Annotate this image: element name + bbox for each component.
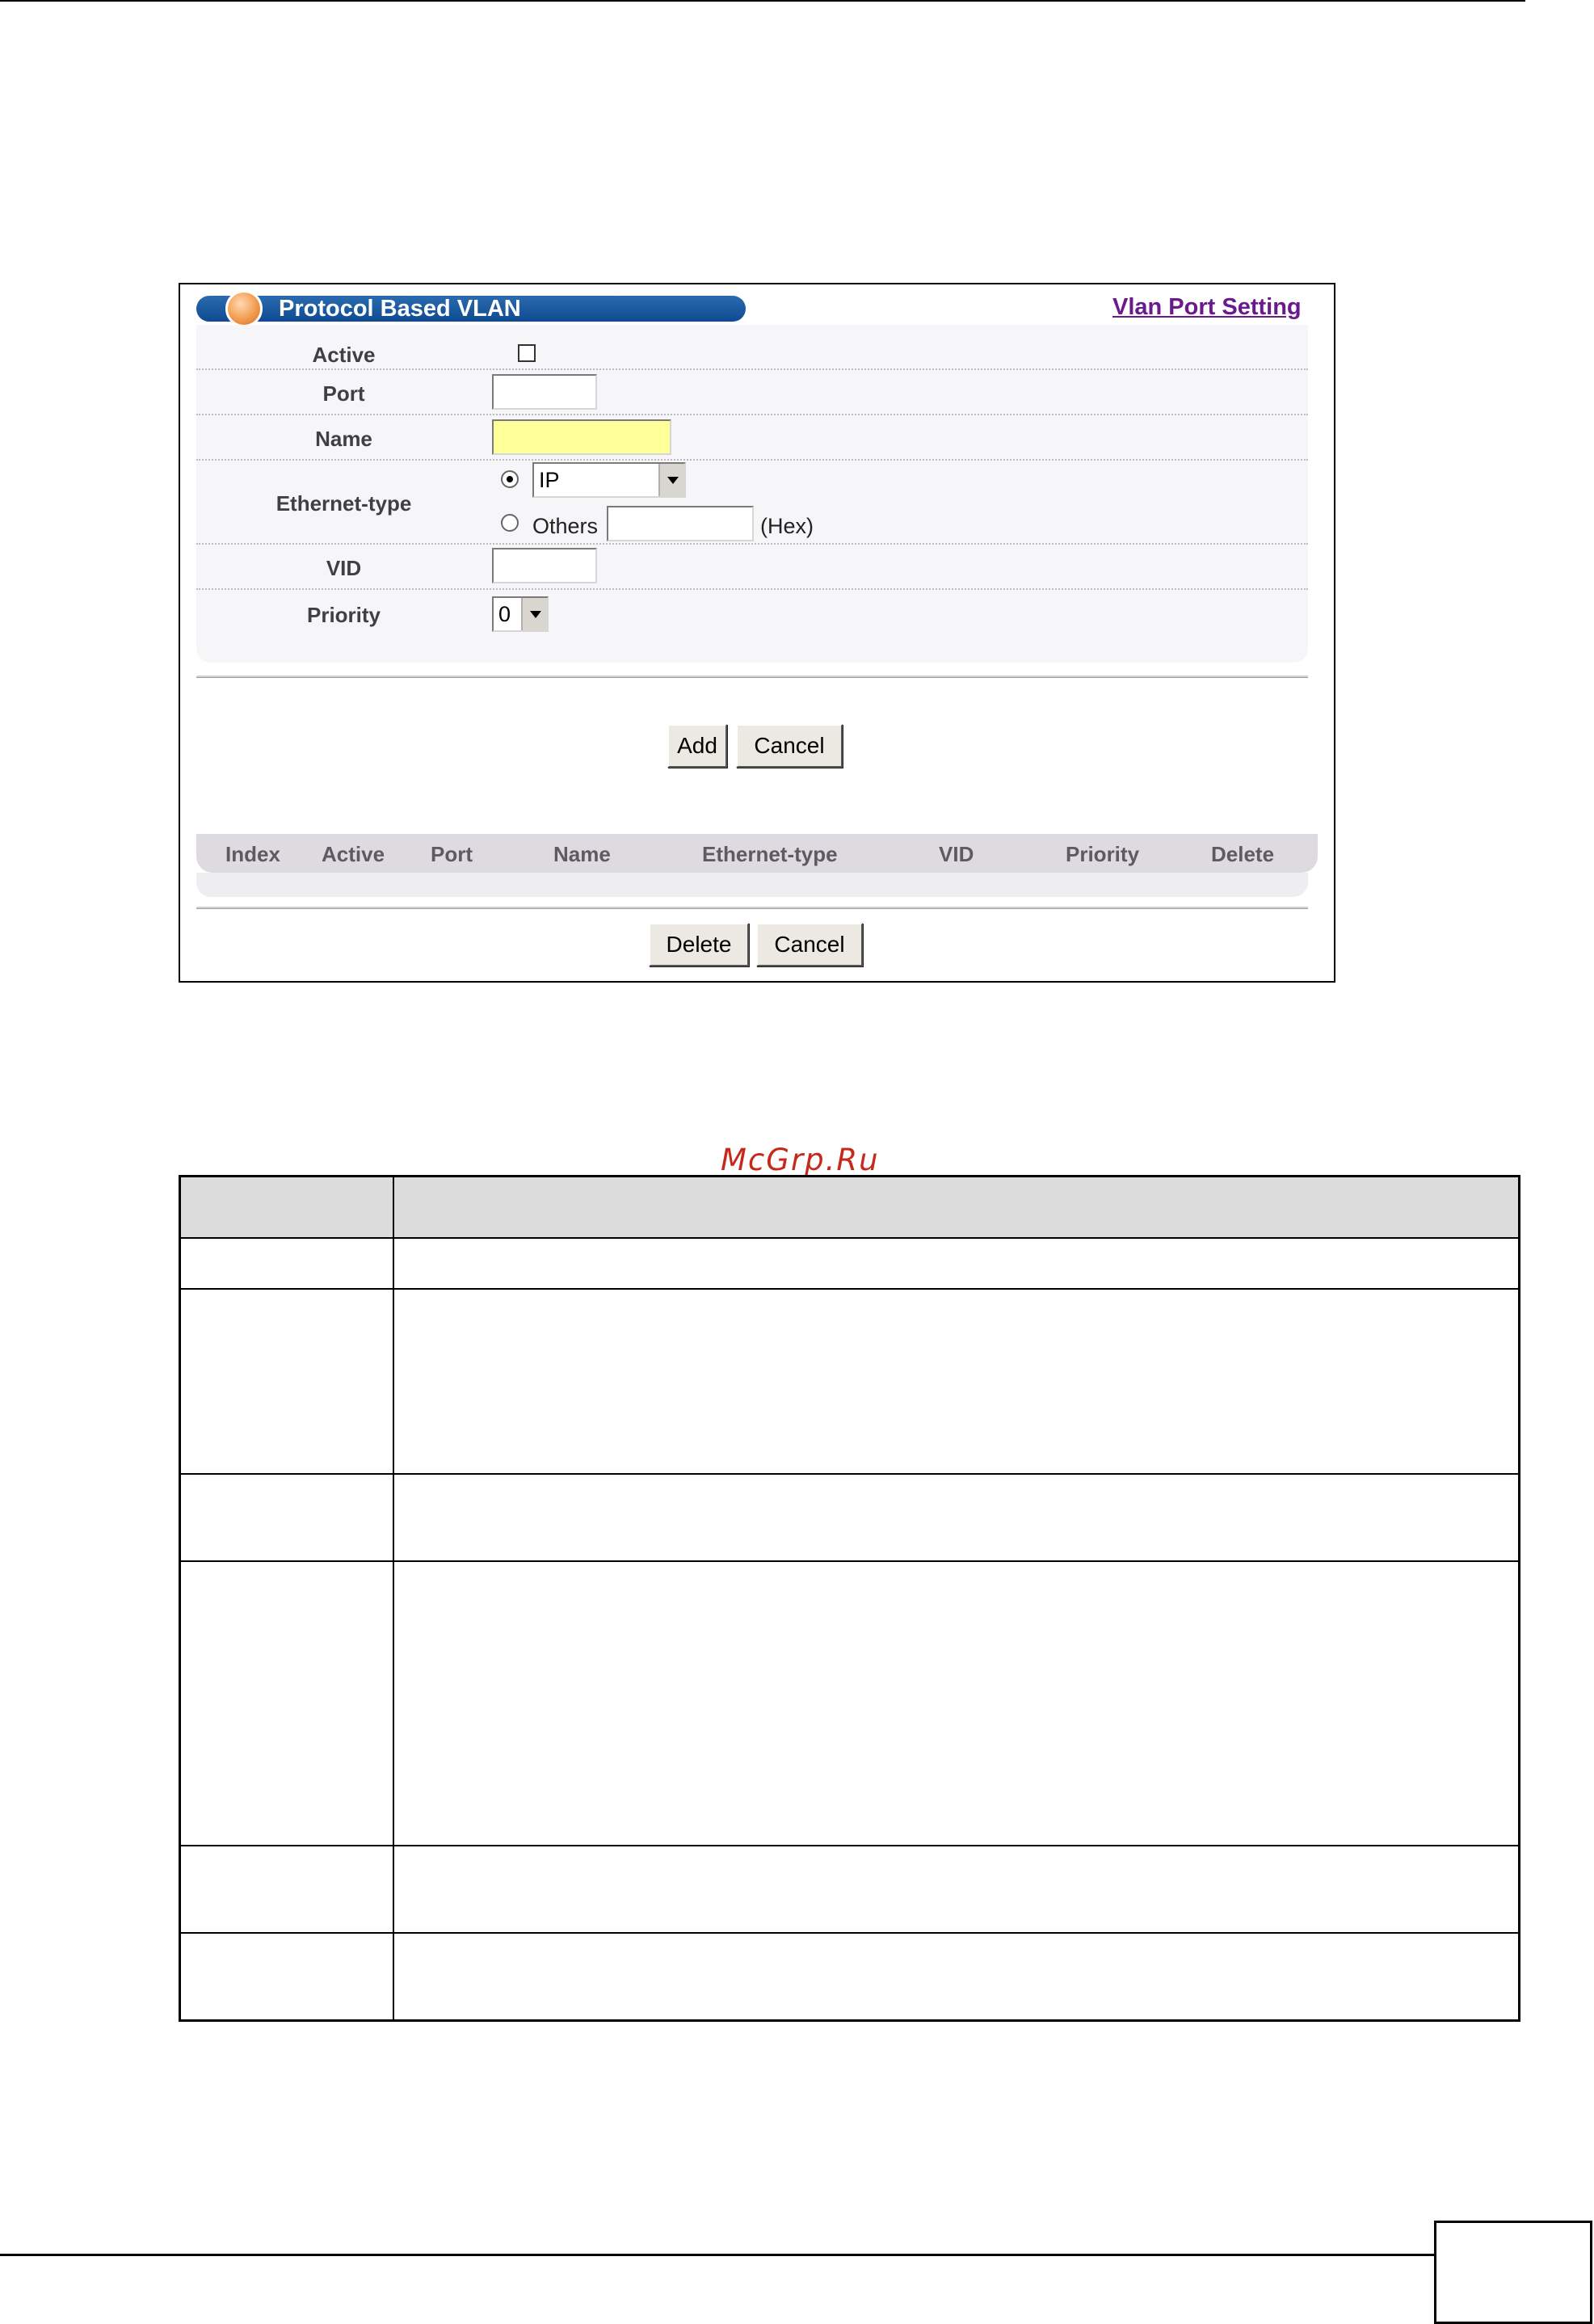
col-active: Active	[322, 842, 385, 866]
table-row	[181, 1846, 1518, 1934]
port-input[interactable]	[492, 374, 597, 410]
delete-button[interactable]: Delete	[649, 923, 749, 966]
priority-select-value: 0	[498, 602, 511, 626]
ethertype-select[interactable]	[532, 462, 686, 498]
chevron-down-icon	[658, 464, 684, 496]
table-header-row	[181, 1177, 1518, 1239]
vid-input[interactable]	[492, 548, 597, 583]
col-index: Index	[225, 842, 280, 866]
table-cell	[181, 1562, 394, 1845]
ethertype-others-radio[interactable]	[501, 514, 519, 532]
hex-hint: (Hex)	[760, 514, 814, 538]
table-row	[181, 1562, 1518, 1846]
row-port	[196, 370, 1308, 415]
table-row	[181, 1475, 1518, 1562]
orb-icon	[225, 290, 263, 327]
table-cell	[181, 1177, 394, 1237]
col-name: Name	[553, 842, 611, 866]
page-title-bar	[196, 296, 746, 322]
ethertype-ip-radio[interactable]	[501, 470, 519, 488]
divider	[196, 907, 1308, 909]
page-title: Protocol Based VLAN	[279, 296, 521, 322]
active-checkbox[interactable]	[518, 344, 536, 362]
protocol-vlan-screen	[179, 283, 1335, 983]
row-priority	[196, 590, 1308, 635]
table-row	[181, 1934, 1518, 2019]
col-ethernet-type: Ethernet-type	[702, 842, 838, 866]
table-cell	[181, 1846, 394, 1932]
active-label: Active	[312, 343, 376, 367]
add-button[interactable]: Add	[667, 724, 727, 768]
col-vid: VID	[939, 842, 974, 866]
description-table	[179, 1175, 1520, 2022]
table-row	[181, 1290, 1518, 1475]
chevron-down-icon	[521, 598, 547, 630]
ethernet-type-label: Ethernet-type	[275, 491, 412, 516]
vlan-list-header	[196, 834, 1318, 873]
row-vid	[196, 545, 1308, 590]
form-area	[196, 325, 1308, 663]
col-priority: Priority	[1066, 842, 1140, 866]
name-input[interactable]	[492, 419, 671, 455]
priority-select[interactable]	[492, 596, 549, 632]
priority-label: Priority	[306, 603, 381, 627]
col-delete: Delete	[1211, 842, 1275, 866]
table-cell	[181, 1934, 394, 2019]
ethertype-select-value: IP	[539, 468, 560, 492]
others-hex-input[interactable]	[607, 506, 754, 541]
watermark: McGrp.Ru	[721, 1143, 880, 1177]
table-cell	[181, 1290, 394, 1473]
table-row	[181, 1239, 1518, 1290]
name-label: Name	[315, 427, 372, 451]
bottom-rule	[0, 2254, 1436, 2256]
divider	[196, 676, 1308, 678]
page-number-box	[1434, 2221, 1592, 2324]
col-port: Port	[431, 842, 473, 866]
cancel-button[interactable]: Cancel	[736, 724, 843, 768]
vlan-list-body	[196, 873, 1308, 897]
vid-label: VID	[326, 556, 362, 580]
top-rule	[0, 0, 1525, 2]
others-label: Others	[532, 514, 599, 538]
port-label: Port	[322, 381, 365, 406]
table-cell	[181, 1239, 394, 1288]
vlan-port-setting-link[interactable]: Vlan Port Setting	[1112, 294, 1302, 320]
row-ethernet-type	[196, 461, 1308, 545]
row-name	[196, 415, 1308, 461]
row-active	[196, 325, 1308, 370]
cancel-delete-button[interactable]: Cancel	[756, 923, 863, 966]
table-cell	[181, 1475, 394, 1560]
